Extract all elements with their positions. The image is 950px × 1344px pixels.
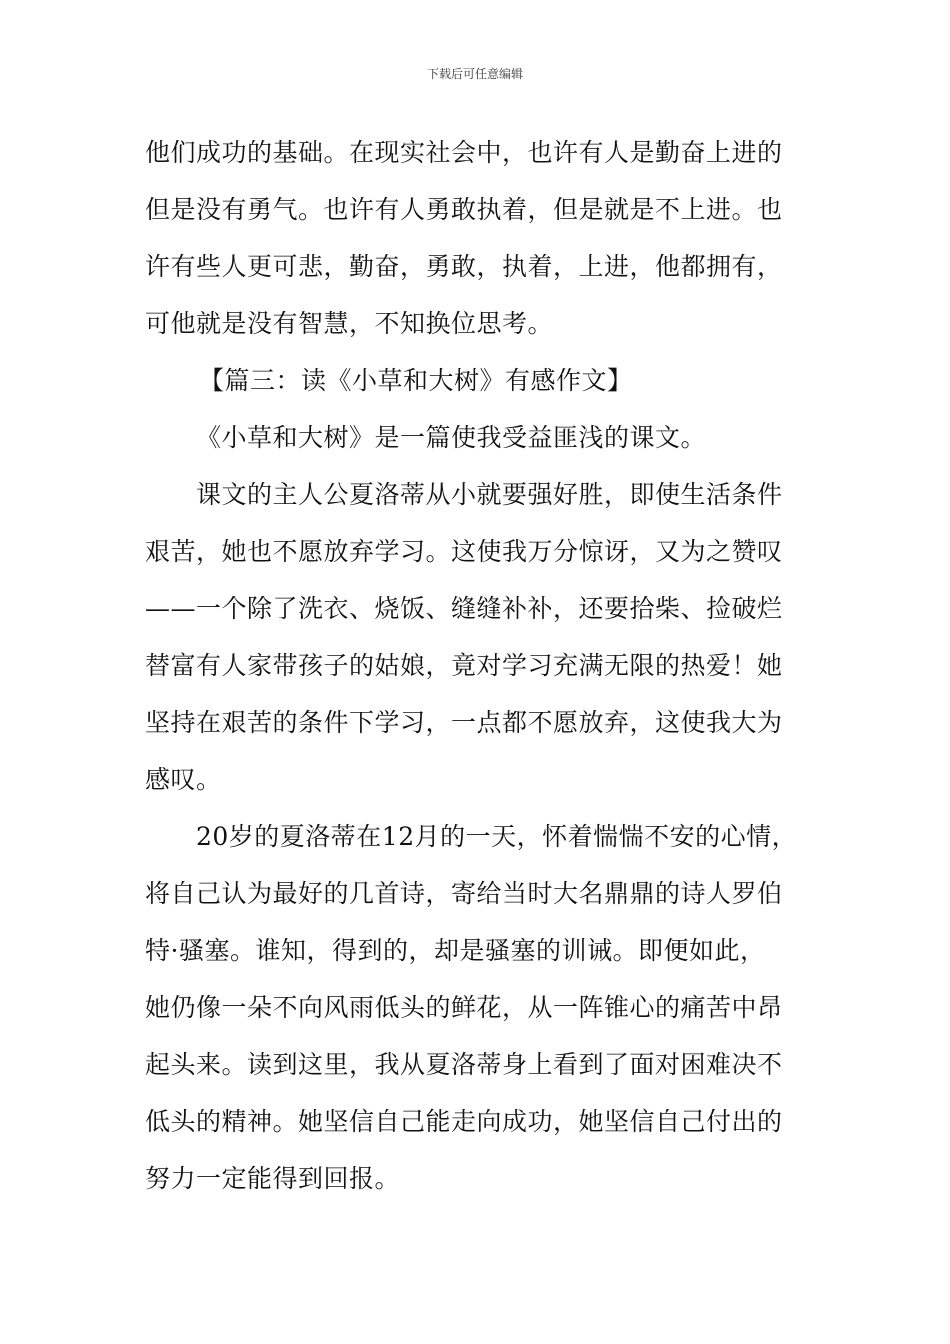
text-line: 他们成功的基础。在现实社会中，也许有人是勤奋上进的 [145, 138, 783, 167]
text-line: 艰苦，她也不愿放弃学习。这使我万分惊讶，又为之赞叹 [145, 537, 783, 566]
text-line: 许有些人更可悲，勤奋，勇敢，执着，上进，他都拥有， [145, 252, 783, 281]
text-line: 20岁的夏洛蒂在12月的一天，怀着惴惴不安的心情， [196, 822, 798, 851]
text-line: 努力一定能得到回报。 [145, 1164, 401, 1193]
text-line: 可他就是没有智慧，不知换位思考。 [145, 309, 554, 338]
text-line: 她仍像一朵不向风雨低头的鲜花，从一阵锥心的痛苦中昂 [145, 993, 783, 1022]
text-line: 将自己认为最好的几首诗，寄给当时大名鼎鼎的诗人罗伯 [145, 879, 783, 908]
text-line: 课文的主人公夏洛蒂从小就要强好胜，即使生活条件 [196, 480, 783, 509]
text-line: 坚持在艰苦的条件下学习，一点都不愿放弃，这使我大为 [145, 708, 783, 737]
text-line: 低头的精神。她坚信自己能走向成功，她坚信自己付出的 [145, 1107, 783, 1136]
text-line: 特·骚塞。谁知，得到的，却是骚塞的训诫。即便如此， [145, 936, 766, 965]
text-line: ——一个除了洗衣、烧饭、缝缝补补，还要拾柴、捡破烂 [145, 594, 783, 623]
text-line: 但是没有勇气。也许有人勇敢执着，但是就是不上进。也 [145, 195, 783, 224]
text-line: 替富有人家带孩子的姑娘，竟对学习充满无限的热爱！她 [145, 651, 783, 680]
text-line: 感叹。 [145, 765, 222, 794]
section-heading: 【篇三：读《小草和大树》有感作文】 [199, 366, 633, 395]
text-line: 起头来。读到这里，我从夏洛蒂身上看到了面对困难决不 [145, 1050, 783, 1079]
document-body [145, 130, 810, 1213]
text-line: 《小草和大树》是一篇使我受益匪浅的课文。 [196, 423, 707, 452]
page-header: 下载后可任意编辑 [426, 67, 523, 81]
